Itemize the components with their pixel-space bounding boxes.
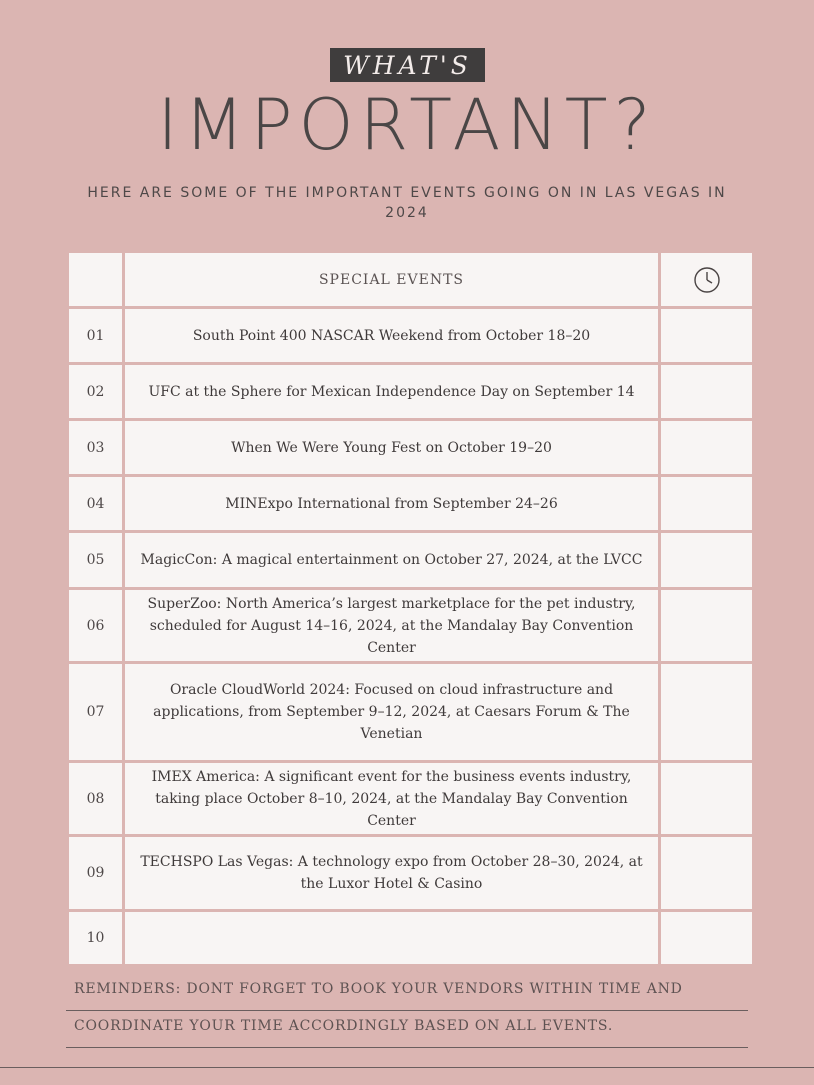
whats-badge: WHAT'S xyxy=(330,48,485,82)
header-time-cell xyxy=(660,252,754,308)
row-number: 10 xyxy=(68,911,124,966)
table-row xyxy=(68,476,754,532)
time-cell xyxy=(660,911,754,966)
reminder-line: REMINDERS: DONT FORGET TO BOOK YOUR VENDORS WITHIN TIME AND xyxy=(66,974,748,1011)
time-cell xyxy=(660,420,754,476)
table-header-row xyxy=(68,252,754,308)
page-subtitle: HERE ARE SOME OF THE IMPORTANT EVENTS GOING ON IN LAS VEGAS IN 2024 xyxy=(87,185,727,221)
header-num-cell xyxy=(68,252,124,308)
row-number: 06 xyxy=(68,589,124,663)
table-row xyxy=(68,420,754,476)
clock-icon xyxy=(693,266,721,294)
event-cell: IMEX America: A significant event for the business events industry, taking place October 8–10, 2024, at the Mandalay Bay Convention Center xyxy=(124,762,660,836)
row-number: 07 xyxy=(68,663,124,762)
table-row xyxy=(68,911,754,966)
row-number: 01 xyxy=(68,308,124,364)
row-number: 03 xyxy=(68,420,124,476)
page-title: IMPORTANT? xyxy=(157,84,657,166)
time-cell xyxy=(660,476,754,532)
event-cell: TECHSPO Las Vegas: A technology expo from October 28–30, 2024, at the Luxor Hotel & Casino xyxy=(124,836,660,911)
event-cell: UFC at the Sphere for Mexican Independence Day on September 14 xyxy=(124,364,660,420)
table-row xyxy=(68,308,754,364)
event-cell: MINExpo International from September 24–26 xyxy=(124,476,660,532)
time-cell xyxy=(660,532,754,589)
row-number: 05 xyxy=(68,532,124,589)
time-cell xyxy=(660,589,754,663)
table-row xyxy=(68,364,754,420)
reminder-line: COORDINATE YOUR TIME ACCORDINGLY BASED ON ALL EVENTS. xyxy=(66,1011,748,1048)
event-cell xyxy=(124,911,660,966)
table-row xyxy=(68,762,754,836)
time-cell xyxy=(660,663,754,762)
time-cell xyxy=(660,836,754,911)
time-cell xyxy=(660,364,754,420)
special-events-header: SPECIAL EVENTS xyxy=(124,252,660,308)
time-cell xyxy=(660,308,754,364)
event-cell: MagicCon: A magical entertainment on October 27, 2024, at the LVCC xyxy=(124,532,660,589)
row-number: 04 xyxy=(68,476,124,532)
event-cell: When We Were Young Fest on October 19–20 xyxy=(124,420,660,476)
event-cell: SuperZoo: North America’s largest marketplace for the pet industry, scheduled for August 14–16, 2024, at the Mandalay Bay Convention Center xyxy=(124,589,660,663)
table-row xyxy=(68,589,754,663)
events-table xyxy=(66,250,755,967)
row-number: 09 xyxy=(68,836,124,911)
table-row xyxy=(68,836,754,911)
time-cell xyxy=(660,762,754,836)
reminders-section xyxy=(66,974,748,1048)
event-cell: Oracle CloudWorld 2024: Focused on cloud infrastructure and applications, from September 9–12, 2024, at Caesars Forum & The Venetian xyxy=(124,663,660,762)
bottom-divider xyxy=(0,1067,814,1068)
row-number: 08 xyxy=(68,762,124,836)
table-row xyxy=(68,663,754,762)
row-number: 02 xyxy=(68,364,124,420)
event-cell: South Point 400 NASCAR Weekend from October 18–20 xyxy=(124,308,660,364)
table-row xyxy=(68,532,754,589)
